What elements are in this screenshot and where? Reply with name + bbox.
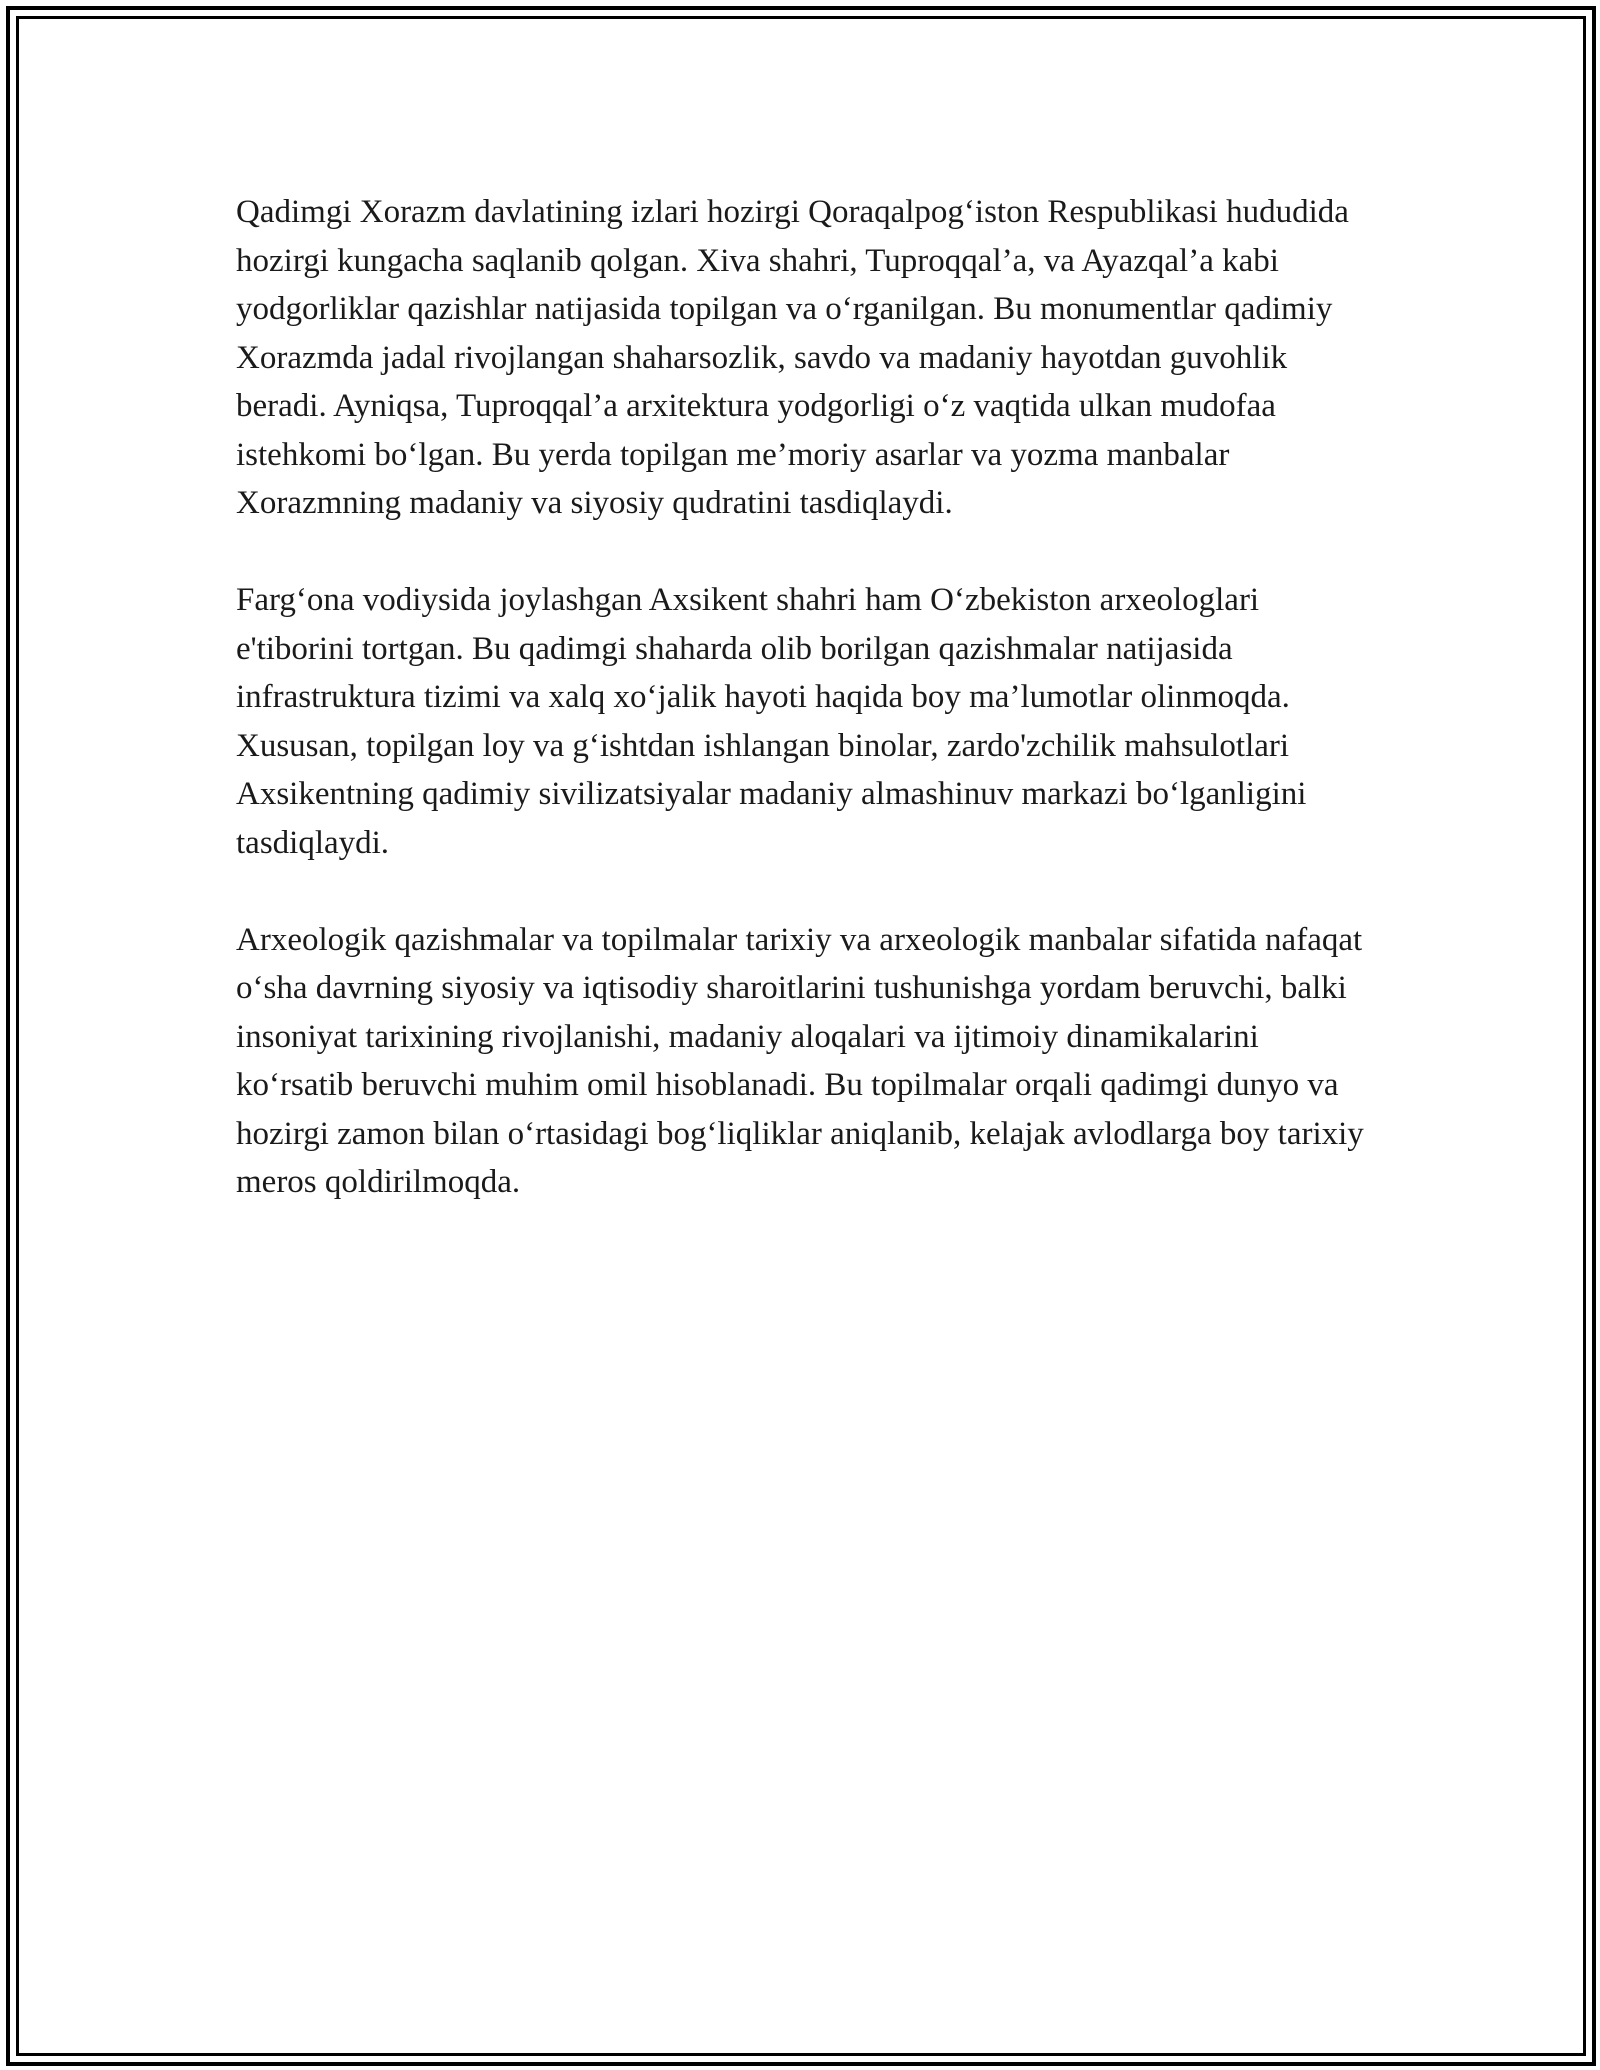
document-body [236, 188, 1366, 1255]
paragraph-khorezm: Qadimgi Xorazm davlatining izlari hozirgi Qoraqalpog‘iston Respublikasi hududida hozirgi kungacha saqlanib qolgan. Xiva shahri, Tuproqqal’a, va Ayazqal’a kabi yodgorliklar qazishlar natijasida topilgan va o‘rganilgan. Bu monumentlar qadimiy Xorazmda jadal rivojlangan shaharsozlik, savdo va madaniy hayotdan guvohlik beradi. Ayniqsa, Tuproqqal’a arxitektura yodgorligi o‘z vaqtida ulkan mudofaa istehkomi bo‘lgan. Bu yerda topilgan me’moriy asarlar va yozma manbalar Xorazmning madaniy va siyosiy qudratini tasdiqlaydi. [236, 194, 1349, 521]
paragraph-akhsikent: Farg‘ona vodiysida joylashgan Axsikent shahri ham O‘zbekiston arxeologlari e'tiborini tortgan. Bu qadimgi shaharda olib borilgan qazishmalar natijasida infrastruktura tizimi va xalq xo‘jalik hayoti haqida boy ma’lumotlar olinmoqda. Xususan, topilgan loy va g‘ishtdan ishlangan binolar, zardo'zchilik mahsulotlari Axsikentning qadimiy sivilizatsiyalar madaniy almashinuv markazi bo‘lganligini tasdiqlaydi. [236, 582, 1307, 861]
paragraph-archaeology-conclusion: Arxeologik qazishmalar va topilmalar tarixiy va arxeologik manbalar sifatida nafaqat o‘sha davrning siyosiy va iqtisodiy sharoitlarini tushunishga yordam beruvchi, balki insoniyat tarixining rivojlanishi, madaniy aloqalari va ijtimoiy dinamikalarini ko‘rsatib beruvchi muhim omil hisoblanadi. Bu topilmalar orqali qadimgi dunyo va hozirgi zamon bilan o‘rtasidagi bog‘liqliklar aniqlanib, kelajak avlodlarga boy tarixiy meros qoldirilmoqda. [236, 921, 1364, 1200]
